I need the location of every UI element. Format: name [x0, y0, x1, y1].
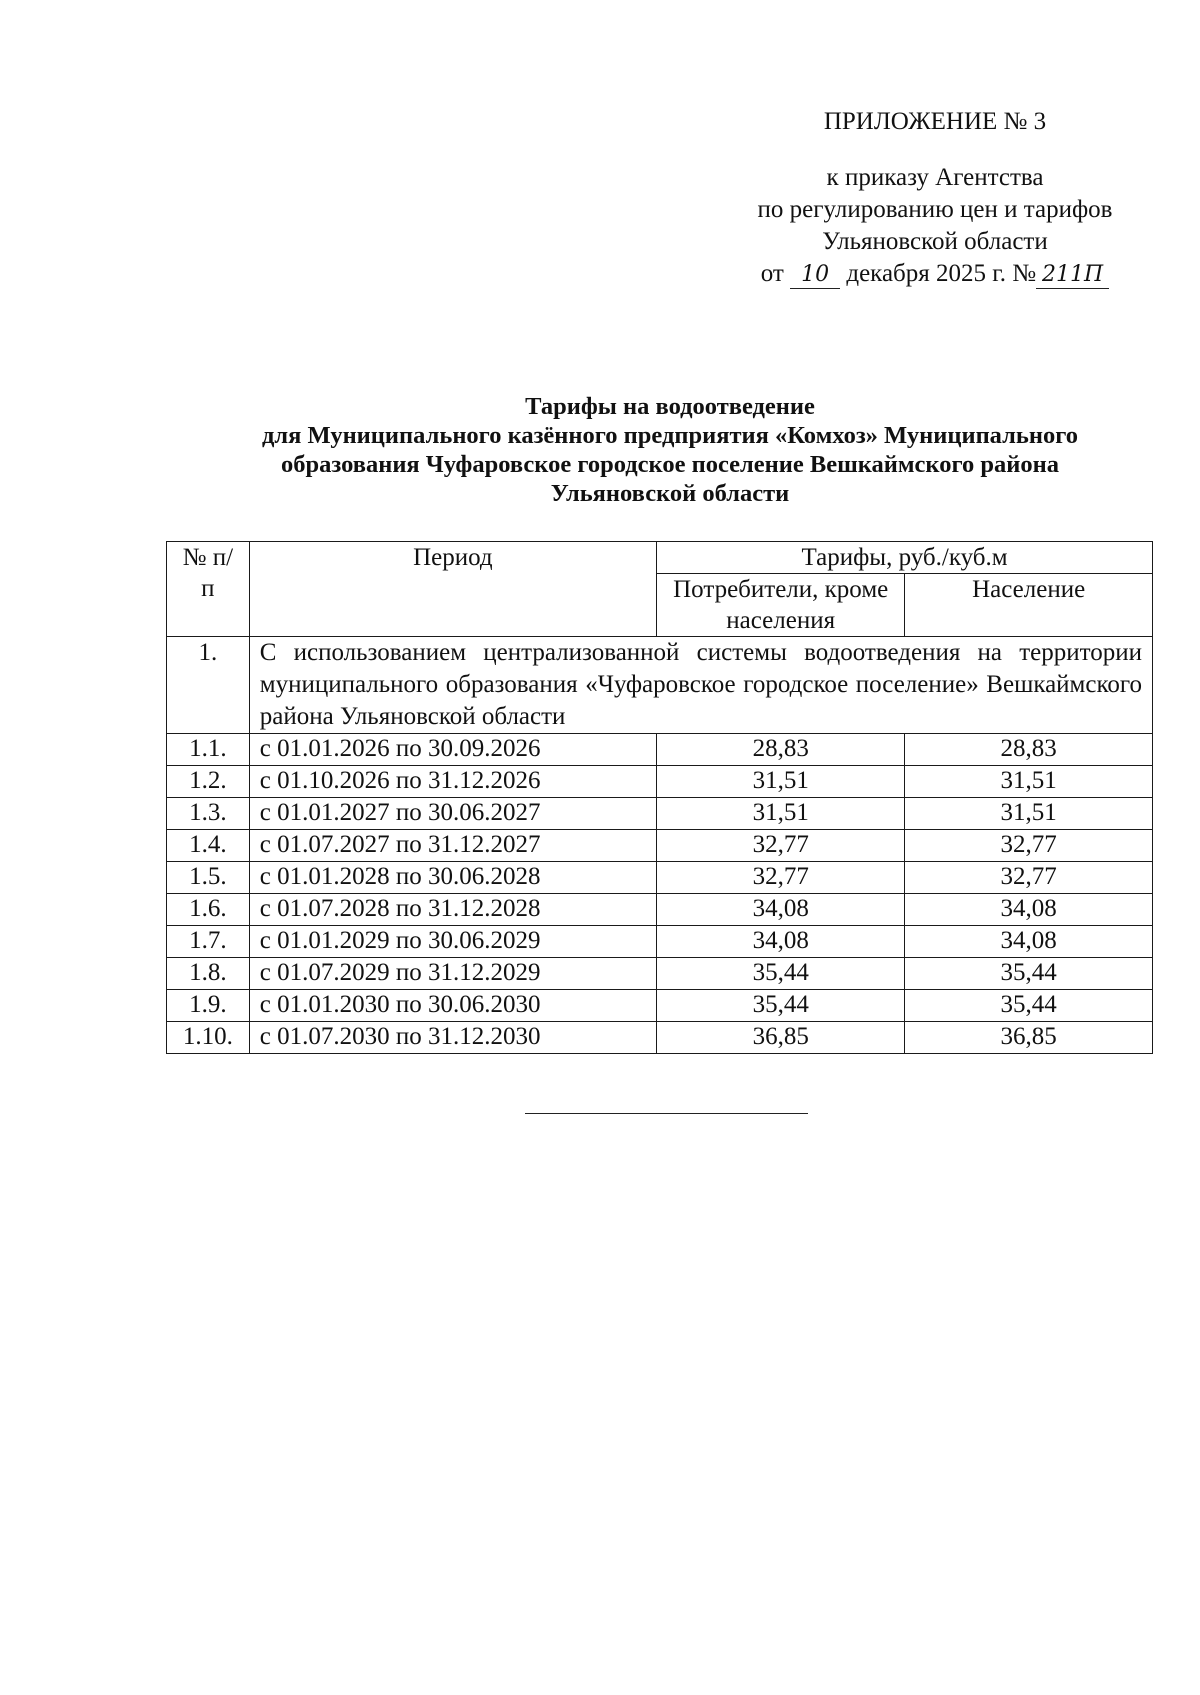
title-line-2: для Муниципального казённого предприятия «Комхоз» Муниципального	[262, 422, 1078, 449]
row-period: с 01.01.2026 по 30.09.2026	[249, 734, 656, 766]
row-consumers-tariff: 32,77	[657, 830, 905, 862]
row-period: с 01.01.2028 по 30.06.2028	[249, 862, 656, 894]
table-row	[167, 862, 1153, 894]
row-num: 1.3.	[167, 798, 250, 830]
section-num: 1.	[167, 637, 250, 734]
table-row	[167, 958, 1153, 990]
table-row	[167, 766, 1153, 798]
table-row	[167, 830, 1153, 862]
row-population-tariff: 34,08	[905, 926, 1153, 958]
table-row	[167, 926, 1153, 958]
row-population-tariff: 36,85	[905, 1022, 1153, 1054]
order-reference-line-2: по регулированию цен и тарифов	[757, 196, 1113, 223]
order-date-line	[700, 258, 1170, 290]
tariffs-table	[166, 541, 1153, 1054]
date-rest: декабря 2025 г. №	[846, 260, 1037, 287]
table-row	[167, 990, 1153, 1022]
row-consumers-tariff: 36,85	[657, 1022, 905, 1054]
table-row	[167, 894, 1153, 926]
table-header-row	[167, 542, 1153, 574]
title-line-4: Ульяновской области	[550, 480, 790, 507]
row-period: с 01.07.2028 по 31.12.2028	[249, 894, 656, 926]
row-population-tariff: 32,77	[905, 862, 1153, 894]
document-title	[140, 392, 1200, 508]
table-row	[167, 798, 1153, 830]
table-row	[167, 734, 1153, 766]
row-population-tariff: 35,44	[905, 958, 1153, 990]
row-num: 1.2.	[167, 766, 250, 798]
row-period: с 01.10.2026 по 31.12.2026	[249, 766, 656, 798]
row-period: с 01.01.2027 по 30.06.2027	[249, 798, 656, 830]
row-consumers-tariff: 34,08	[657, 926, 905, 958]
row-population-tariff: 32,77	[905, 830, 1153, 862]
row-num: 1.10.	[167, 1022, 250, 1054]
order-reference-line-3: Ульяновской области	[822, 228, 1048, 255]
row-consumers-tariff: 28,83	[657, 734, 905, 766]
header-population: Население	[905, 574, 1153, 637]
row-consumers-tariff: 35,44	[657, 990, 905, 1022]
row-consumers-tariff: 34,08	[657, 894, 905, 926]
order-number-handwritten: 211П	[1036, 262, 1109, 289]
row-num: 1.4.	[167, 830, 250, 862]
row-num: 1.1.	[167, 734, 250, 766]
header-consumers: Потребители, кроме населения	[657, 574, 905, 637]
row-consumers-tariff: 31,51	[657, 766, 905, 798]
header-period: Период	[249, 542, 656, 637]
order-day-handwritten: 10	[790, 262, 840, 289]
annex-number: ПРИЛОЖЕНИЕ № 3	[823, 108, 1047, 135]
title-line-3: образования Чуфаровское городское поселение Вешкаймского района	[281, 451, 1059, 478]
section-description: С использованием централизованной системы водоотведения на территории муниципального образования «Чуфаровское городское поселение» Вешкаймского района Ульяновской области	[249, 637, 1152, 734]
row-num: 1.8.	[167, 958, 250, 990]
row-num: 1.6.	[167, 894, 250, 926]
closing-divider	[525, 1113, 808, 1114]
row-population-tariff: 35,44	[905, 990, 1153, 1022]
row-population-tariff: 34,08	[905, 894, 1153, 926]
row-population-tariff: 31,51	[905, 798, 1153, 830]
table-row	[167, 1022, 1153, 1054]
row-period: с 01.01.2030 по 30.06.2030	[249, 990, 656, 1022]
annex-header	[700, 106, 1170, 290]
row-consumers-tariff: 32,77	[657, 862, 905, 894]
row-num: 1.9.	[167, 990, 250, 1022]
title-line-1: Тарифы на водоотведение	[525, 393, 815, 420]
row-consumers-tariff: 31,51	[657, 798, 905, 830]
row-period: с 01.07.2029 по 31.12.2029	[249, 958, 656, 990]
date-prefix: от	[760, 260, 784, 287]
row-num: 1.7.	[167, 926, 250, 958]
header-num: № п/п	[167, 542, 250, 637]
row-population-tariff: 28,83	[905, 734, 1153, 766]
row-consumers-tariff: 35,44	[657, 958, 905, 990]
row-period: с 01.07.2030 по 31.12.2030	[249, 1022, 656, 1054]
order-reference-line-1: к приказу Агентства	[826, 164, 1044, 191]
row-population-tariff: 31,51	[905, 766, 1153, 798]
row-num: 1.5.	[167, 862, 250, 894]
header-tariffs: Тарифы, руб./куб.м	[657, 542, 1153, 574]
row-period: с 01.07.2027 по 31.12.2027	[249, 830, 656, 862]
section-row	[167, 637, 1153, 734]
row-period: с 01.01.2029 по 30.06.2029	[249, 926, 656, 958]
